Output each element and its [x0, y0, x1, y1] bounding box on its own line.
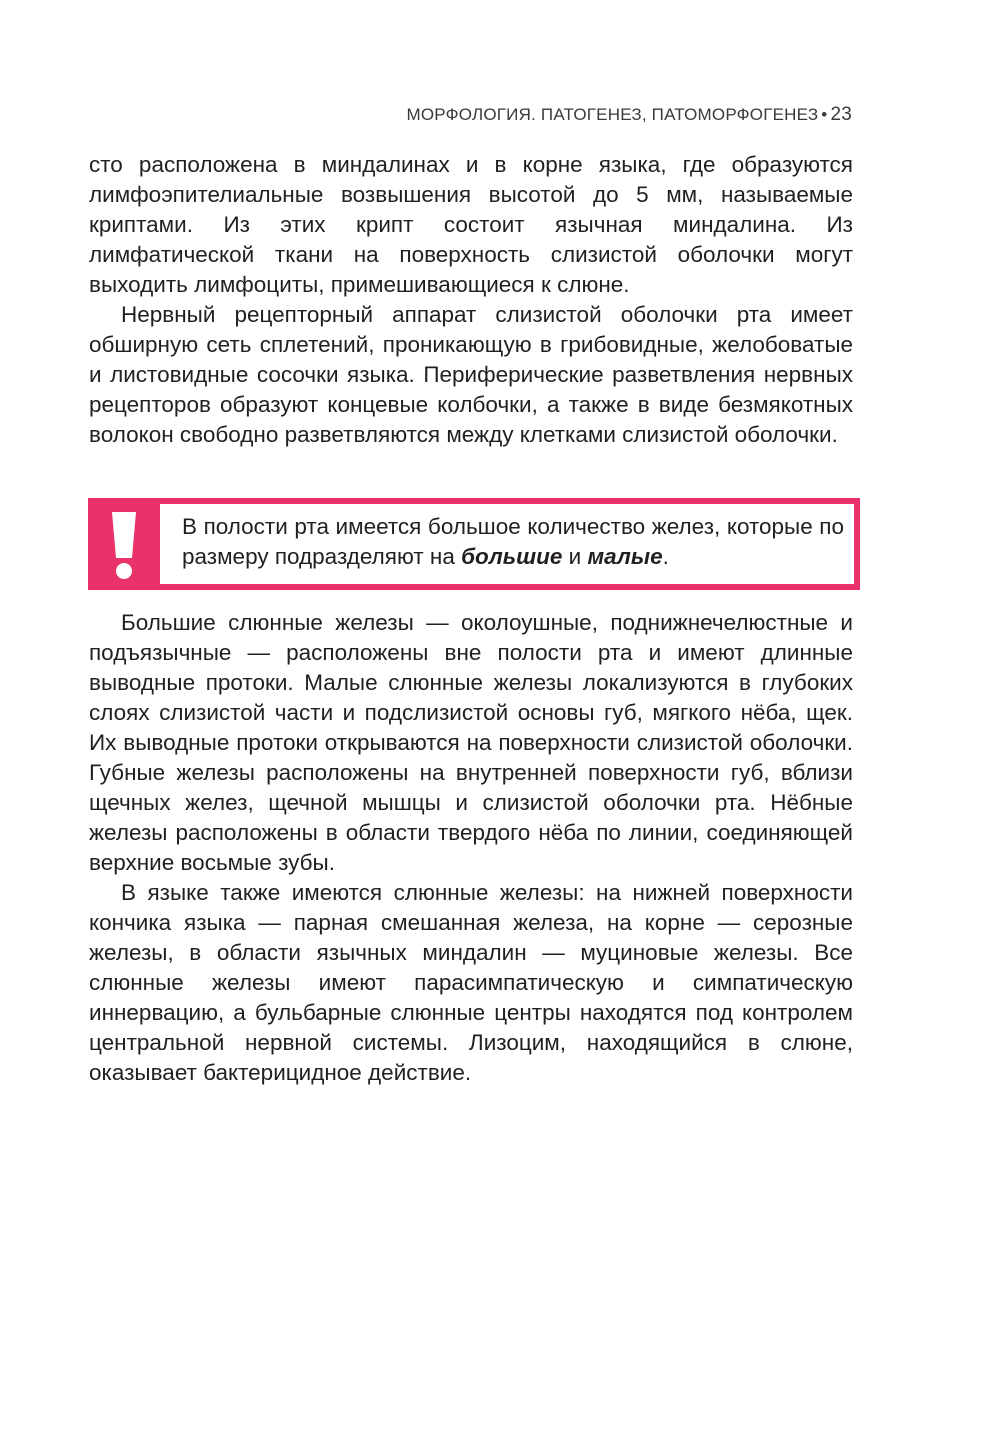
paragraph-tongue-glands: В языке также имеются слюнные железы: на нижней поверхности кончика языка — парная смешанная железа, на корне — серозные железы, в области язычных миндалин — муциновые железы. Все слюнные железы имеют парасимпатическую и симпатическую иннервацию, а бульбарные слюнные центры находятся под контролем центральной нервной системы. Лизоцим, находящийся в слюне, оказывает бактерицидное действие. — [89, 880, 853, 1085]
important-note-box — [88, 498, 860, 590]
running-header — [406, 104, 852, 126]
page-number: 23 — [830, 104, 852, 125]
body-text-bottom — [89, 608, 853, 1088]
note-text — [182, 512, 844, 572]
body-text-top — [89, 150, 853, 450]
exclamation-icon — [88, 498, 160, 590]
note-term-large: большие — [461, 544, 563, 569]
note-text-end: . — [662, 544, 669, 569]
note-text-start: В полости рта имеется большое количество желез, которые по размеру подразделяют на — [182, 514, 844, 569]
running-title: МОРФОЛОГИЯ. ПАТОГЕНЕЗ, ПАТОМОРФОГЕНЕЗ — [406, 105, 819, 124]
note-term-small: малые — [587, 544, 663, 569]
note-content — [160, 504, 854, 584]
note-conjunction: и — [562, 544, 588, 569]
paragraph-nerve-receptors: Нервный рецепторный аппарат слизистой оболочки рта имеет обширную сеть сплетений, проникающую в грибовидные, желобоватые и листовидные сосочки языка. Периферические разветвления нервных рецепторов образуют концевые колбочки, а также в виде безмякотных волокон свободно разветвляются между клетками слизистой оболочки. — [89, 302, 853, 447]
header-separator: • — [821, 105, 828, 124]
paragraph-continuation: сто расположена в миндалинах и в корне языка, где образуются лимфоэпителиальные возвышения высотой до 5 мм, называемые криптами. Из этих крипт состоит язычная миндалина. Из лимфатической ткани на поверхность слизистой оболочки могут выходить лимфоциты, примешивающиеся к слюне. — [89, 152, 853, 297]
paragraph-large-glands: Большие слюнные железы — околоушные, поднижнечелюстные и подъязычные — расположены вне полости рта и имеют длинные выводные протоки. Малые слюнные железы локализуются в глубоких слоях слизистой части и подслизистой основы губ, мягкого нёба, щек. Их выводные протоки открываются на поверхности слизистой оболочки. Губные железы расположены на внутренней поверхности губ, вблизи щечных желез, щечной мышцы и слизистой оболочки рта. Нёбные железы расположены в области твердого нёба по линии, соединяющей верхние восьмые зубы. — [89, 610, 853, 875]
